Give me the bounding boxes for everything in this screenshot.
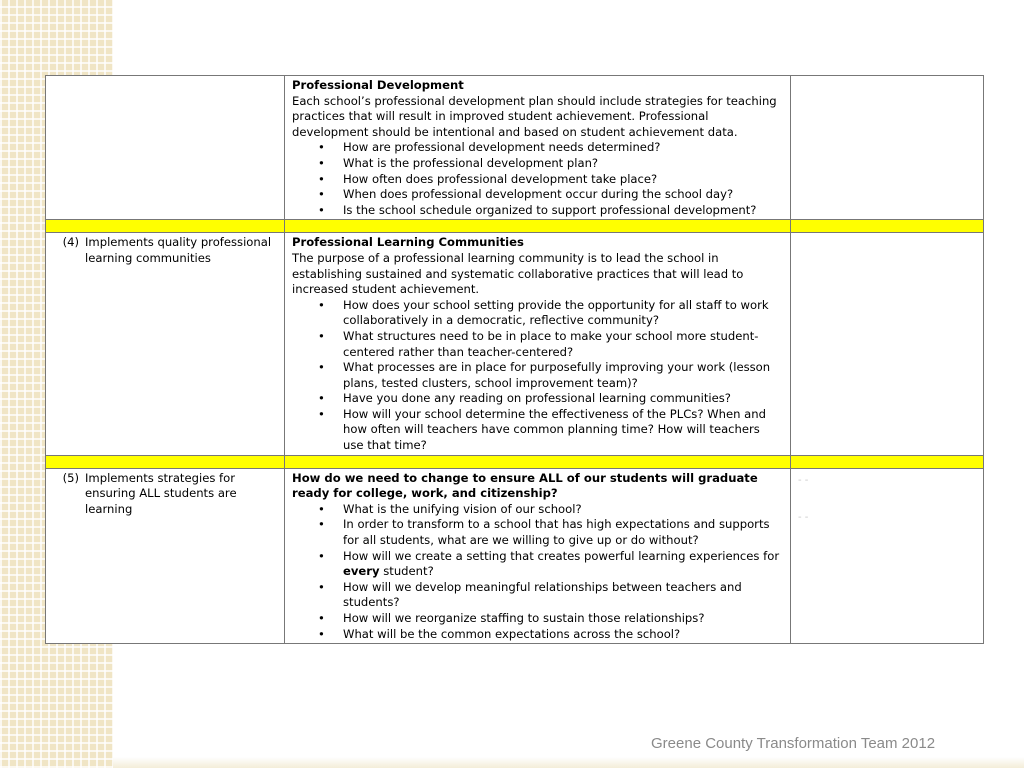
- list-item: • What processes are in place for purposefully improving your work (lesson plans, tested clusters, school improvement team)?: [343, 360, 783, 391]
- list-item: [343, 549, 783, 580]
- question-list: [292, 298, 783, 454]
- list-item: • When does professional development occur during the school day?: [343, 187, 783, 203]
- standard-cell: [46, 76, 285, 220]
- separator-row: [46, 220, 984, 233]
- question-list: [292, 140, 783, 218]
- list-item-text: How will we create a setting that creates powerful learning experiences for: [343, 548, 780, 563]
- list-item-tail: student?: [379, 564, 434, 579]
- faint-note: - -: [798, 474, 809, 486]
- transformation-table: [45, 75, 984, 644]
- list-item: • Is the school schedule organized to support professional development?: [343, 203, 783, 219]
- list-item: • How will we develop meaningful relationships between teachers and students?: [343, 580, 783, 611]
- standard-label: Implements quality professional learning communities: [85, 235, 272, 265]
- list-item: • How are professional development needs determined?: [343, 140, 783, 156]
- question-list: [292, 502, 783, 642]
- question-cell: [285, 468, 791, 644]
- section-heading: Professional Learning Communities: [292, 235, 524, 250]
- list-item: • What is the professional development plan?: [343, 156, 783, 172]
- list-item: • How will we reorganize staffing to sustain those relationships?: [343, 611, 783, 627]
- notes-cell: [791, 468, 984, 644]
- list-item: • Have you done any reading on professional learning communities?: [343, 391, 783, 407]
- faint-note: - -: [798, 512, 809, 524]
- standard-label: Implements strategies for ensuring ALL students are learning: [85, 470, 237, 516]
- standard-cell: [46, 233, 285, 455]
- question-cell: [285, 76, 791, 220]
- bottom-band-decoration: [113, 757, 1024, 768]
- list-item: • What structures need to be in place to make your school more student-centered rather than teacher-centered?: [343, 329, 783, 360]
- table-row: [46, 468, 984, 644]
- list-item: • How does your school setting provide the opportunity for all staff to work collaboratively in a democratic, reflective community?: [343, 298, 783, 329]
- emphasis-text: every: [343, 564, 380, 579]
- list-item: • How often does professional development take place?: [343, 172, 783, 188]
- footer-text: Greene County Transformation Team 2012: [651, 735, 936, 752]
- section-intro: Each school’s professional development plan should include strategies for teaching practices that will result in improved student achievement. Professional development should be intentional and based on student achievement data.: [292, 93, 777, 139]
- standard-number: (4): [62, 235, 79, 250]
- standard-cell: [46, 468, 285, 644]
- list-item: • How will your school determine the effectiveness of the PLCs? When and how often will teachers have common planning time? How will teachers use that time?: [343, 407, 783, 454]
- table-row: [46, 233, 984, 455]
- list-item: • What is the unifying vision of our school?: [343, 502, 783, 518]
- section-heading: How do we need to change to ensure ALL of our students will graduate ready for college, work, and citizenship?: [292, 470, 758, 501]
- table-row: [46, 76, 984, 220]
- separator-row: [46, 455, 984, 468]
- section-heading: Professional Development: [292, 78, 464, 92]
- notes-cell: [791, 76, 984, 220]
- list-item: • In order to transform to a school that has high expectations and supports for all students, what are we willing to give up or do without?: [343, 517, 783, 548]
- list-item: • What will be the common expectations across the school?: [343, 627, 783, 643]
- standard-number: (5): [62, 470, 79, 485]
- question-cell: [285, 233, 791, 455]
- section-intro: The purpose of a professional learning community is to lead the school in establishing sustained and systematic collaborative practices that will lead to increased student achievement.: [292, 250, 744, 297]
- notes-cell: [791, 233, 984, 455]
